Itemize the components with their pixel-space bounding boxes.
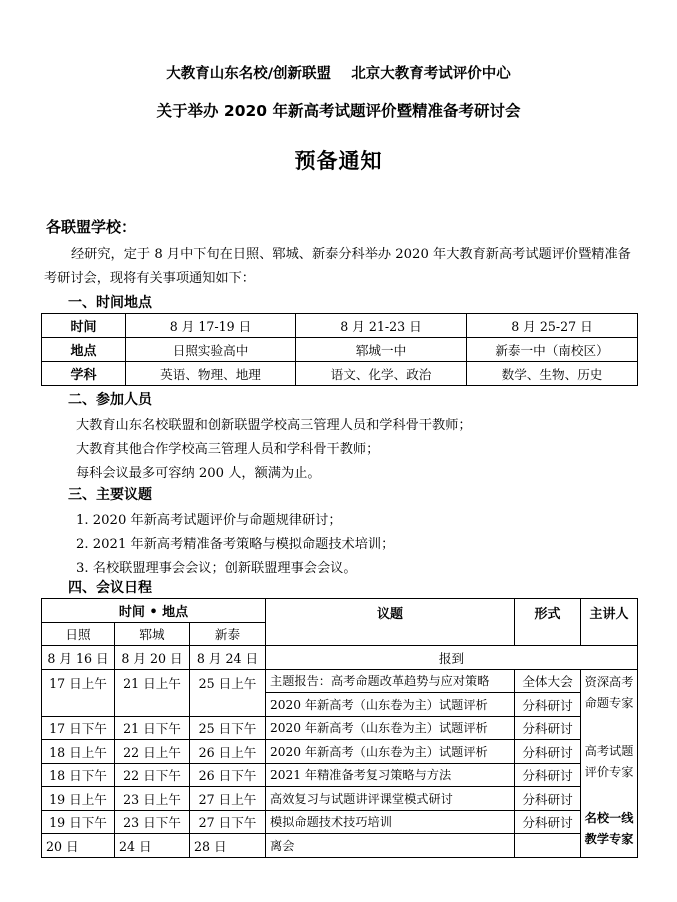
- row-label-place: 地点: [42, 338, 126, 362]
- table-row: [42, 646, 638, 670]
- date-cell: 23 日下午: [115, 810, 190, 834]
- row-label-time: 时间: [42, 314, 126, 338]
- table-row: [42, 740, 638, 764]
- format-cell: 全体大会: [515, 669, 581, 693]
- section-heading-time-place: 一、时间地点: [68, 295, 152, 311]
- date-cell: 19 日上午: [42, 787, 115, 811]
- place-cell: 新泰一中（南校区）: [467, 338, 638, 362]
- place-cell: 日照实验高中: [126, 338, 296, 362]
- table-row: [42, 787, 638, 811]
- topic-line: 2. 2021 年新高考精准备考策略与模拟命题技术培训；: [76, 537, 395, 552]
- header-rizhao: 日照: [42, 622, 115, 646]
- greeting: 各联盟学校：: [46, 218, 137, 236]
- conference-subtitle: 关于举办 2020 年新高考试题评价暨精准备考研讨会: [156, 102, 521, 120]
- table-row: [42, 669, 638, 693]
- date-cell: 26 日下午: [190, 763, 266, 787]
- intro-paragraph: 经研究，定于 8 月中下旬在日照、郓城、新泰分科举办 2020 年大教育新高考试题评价暨精准备考研讨会，现将有关事项通知如下：: [44, 247, 631, 286]
- topic-cell: 高效复习与试题讲评课堂模式研讨: [266, 787, 515, 811]
- topic-cell: 2020 年新高考（山东卷为主）试题评析: [266, 716, 515, 740]
- speaker-cell: [581, 669, 638, 857]
- date-cell: 26 日上午: [190, 740, 266, 764]
- date-cell: 22 日上午: [115, 740, 190, 764]
- header-xintai: 新泰: [190, 622, 266, 646]
- registration-cell: 报到: [266, 646, 638, 670]
- date-cell: 25 日下午: [190, 716, 266, 740]
- table-row: [42, 810, 638, 834]
- format-cell: 分科研讨: [515, 693, 581, 717]
- page-title: 预备通知: [294, 149, 383, 173]
- table-row: [42, 716, 638, 740]
- topic-cell: 2020 年新高考（山东卷为主）试题评析: [266, 693, 515, 717]
- header-speaker: 主讲人: [581, 599, 638, 646]
- section-heading-topics: 三、主要议题: [68, 487, 152, 503]
- topic-cell: 主题报告：高考命题改革趋势与应对策略: [266, 669, 515, 693]
- participant-line: 大教育山东名校联盟和创新联盟学校高三管理人员和学科骨干教师；: [76, 418, 472, 433]
- format-cell: 分科研讨: [515, 740, 581, 764]
- date-cell: 8 月 16 日: [42, 646, 115, 670]
- format-cell: 分科研讨: [515, 787, 581, 811]
- table-row: [42, 763, 638, 787]
- date-cell: 18 日上午: [42, 740, 115, 764]
- header-format: 形式: [515, 599, 581, 646]
- participant-line: 大教育其他合作学校高三管理人员和学科骨干教师；: [76, 442, 380, 457]
- date-cell: 19 日下午: [42, 810, 115, 834]
- date-cell: 21 日上午: [115, 669, 190, 716]
- date-cell: 17 日下午: [42, 716, 115, 740]
- table-row: [42, 834, 638, 858]
- date-cell: 27 日下午: [190, 810, 266, 834]
- topic-cell: 2020 年新高考（山东卷为主）试题评析: [266, 740, 515, 764]
- time-place-table: [41, 313, 638, 386]
- date-cell: 8 月 20 日: [115, 646, 190, 670]
- date-cell: 17 日上午: [42, 669, 115, 716]
- header-time-place: 时间 • 地点: [42, 599, 266, 623]
- participant-line: 每科会议最多可容纳 200 人，额满为止。: [76, 466, 321, 481]
- format-cell: 分科研讨: [515, 810, 581, 834]
- topic-cell: 2021 年精准备考复习策略与方法: [266, 763, 515, 787]
- date-cell: 20 日: [42, 834, 115, 858]
- subject-cell: 语文、化学、政治: [296, 362, 467, 386]
- date-cell: 28 日: [190, 834, 266, 858]
- format-cell: 分科研讨: [515, 716, 581, 740]
- format-cell: 分科研讨: [515, 763, 581, 787]
- header-topic: 议题: [266, 599, 515, 646]
- place-cell: 郓城一中: [296, 338, 467, 362]
- date-cell: 22 日下午: [115, 763, 190, 787]
- subject-cell: 英语、物理、地理: [126, 362, 296, 386]
- table-row: [42, 362, 638, 386]
- date-cell: 27 日上午: [190, 787, 266, 811]
- date-cell: 24 日: [115, 834, 190, 858]
- date-cell: 23 日上午: [115, 787, 190, 811]
- speaker-senior-experts: 资深高考命题专家: [584, 674, 634, 710]
- speaker-teaching-experts: 名校一线教学专家: [584, 810, 634, 846]
- table-row: [42, 338, 638, 362]
- speaker-evaluation-experts: 高考试题评价专家: [584, 743, 634, 779]
- topic-line: 1. 2020 年新高考试题评价与命题规律研讨；: [76, 513, 342, 528]
- time-cell: 8 月 21-23 日: [296, 314, 467, 338]
- subject-cell: 数学、生物、历史: [467, 362, 638, 386]
- row-label-subject: 学科: [42, 362, 126, 386]
- topic-cell: 模拟命题技术技巧培训: [266, 810, 515, 834]
- date-cell: 8 月 24 日: [190, 646, 266, 670]
- header-yuncheng: 郓城: [115, 622, 190, 646]
- organizer-line: 大教育山东名校/创新联盟 北京大教育考试评价中心: [166, 66, 511, 82]
- topic-cell: 离会: [266, 834, 515, 858]
- date-cell: 25 日上午: [190, 669, 266, 716]
- date-cell: 21 日下午: [115, 716, 190, 740]
- agenda-table: [41, 598, 638, 858]
- format-cell: [515, 834, 581, 858]
- date-cell: 18 日下午: [42, 763, 115, 787]
- table-row: [42, 314, 638, 338]
- time-cell: 8 月 25-27 日: [467, 314, 638, 338]
- section-heading-participants: 二、参加人员: [68, 392, 152, 408]
- section-heading-agenda: 四、会议日程: [68, 580, 152, 596]
- time-cell: 8 月 17-19 日: [126, 314, 296, 338]
- table-header-row: [42, 599, 638, 623]
- topic-line: 3. 名校联盟理事会会议；创新联盟理事会会议。: [76, 561, 357, 576]
